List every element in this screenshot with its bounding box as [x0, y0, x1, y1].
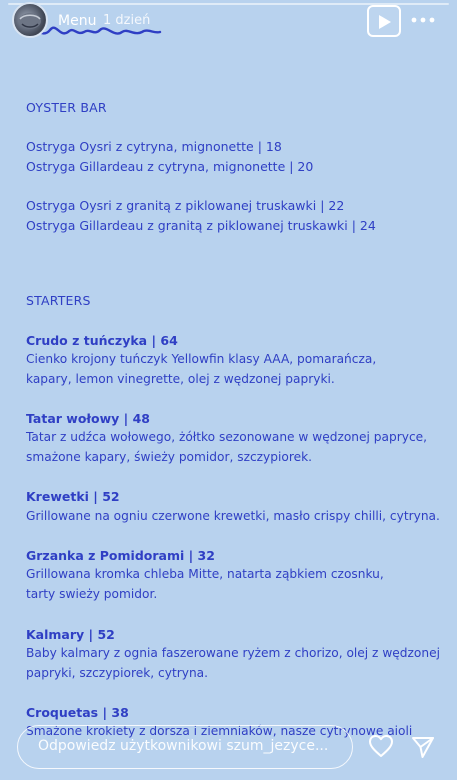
section-heading-oyster-bar: OYSTER BAR: [26, 100, 107, 115]
dish-name: Grzanka z Pomidorami | 32: [26, 548, 215, 563]
dish-description: Tatar z udźca wołowego, żółtko sezonowane w wędzonej papryce,: [26, 430, 428, 444]
dish-description: smażone kapary, świeży pomidor, szczypiorek.: [26, 450, 313, 464]
dish-description: Grillowana kromka chleba Mitte, natarta ząbkiem czosnku,: [26, 567, 384, 581]
play-button[interactable]: [367, 5, 401, 37]
dish-description: Cienko krojony tuńczyk Yellowfin klasy AAA, pomarańcza,: [26, 352, 377, 366]
reply-input[interactable]: [17, 725, 353, 769]
menu-item: Ostryga Oysri z granitą z piklowanej truskawki | 22: [26, 198, 345, 213]
menu-item: Ostryga Gillardeau z cytryna, mignonette | 20: [26, 159, 314, 174]
story-timestamp: 1 dzień: [103, 13, 151, 28]
dish-description: Grillowane na ogniu czerwone krewetki, masło crispy chilli, cytryna.: [26, 509, 440, 523]
menu-item: Ostryga Gillardeau z granitą z piklowanej truskawki | 24: [26, 218, 376, 233]
heart-icon[interactable]: [368, 734, 394, 758]
dish-name: Kalmary | 52: [26, 627, 115, 642]
play-icon: [378, 14, 392, 30]
reply-placeholder: Odpowiedz użytkownikowi szum_jezyce...: [38, 738, 329, 754]
dish-description: papryki, szczypiorek, cytryna.: [26, 666, 209, 680]
send-icon[interactable]: [410, 734, 436, 760]
dish-name: Krewetki | 52: [26, 489, 120, 504]
dish-name: Tatar wołowy | 48: [26, 411, 150, 426]
dish-description: kapary, lemon vinegrette, olej z wędzonej papryki.: [26, 372, 335, 386]
story-title[interactable]: Menu: [58, 13, 97, 29]
dish-description: tarty swieży pomidor.: [26, 587, 158, 601]
dish-description: Smażone krokiety z dorsza i ziemniaków, nasze cytrynowe aioli: [26, 724, 413, 738]
avatar[interactable]: [12, 2, 48, 38]
section-heading-starters: STARTERS: [26, 293, 91, 308]
dish-name: Croquetas | 38: [26, 705, 129, 720]
menu-item: Ostryga Oysri z cytryna, mignonette | 18: [26, 139, 282, 154]
more-horizontal-icon[interactable]: [410, 12, 436, 28]
dish-name: Crudo z tuńczyka | 64: [26, 333, 178, 348]
dish-description: Baby kalmary z ognia faszerowane ryżem z chorizo, olej z wędzonej: [26, 646, 440, 660]
